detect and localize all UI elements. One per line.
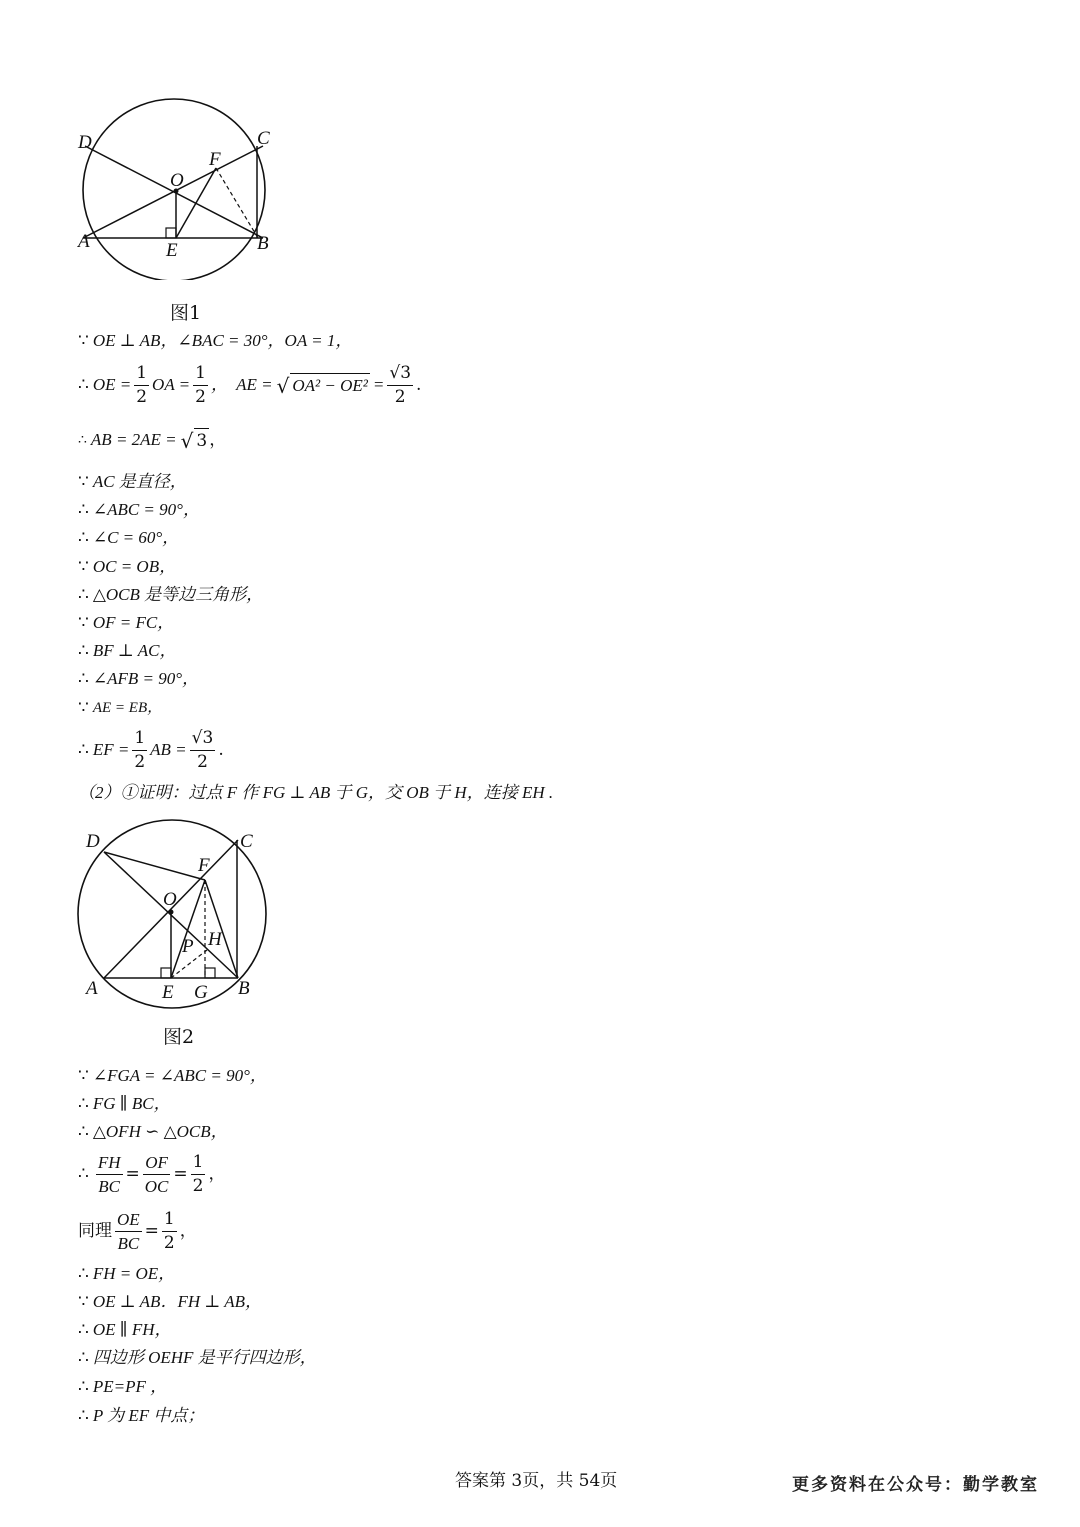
proof-line-22: ∴ OE ∥ FH， xyxy=(78,1320,172,1340)
fig2-label-h: H xyxy=(208,929,222,950)
proof-line-15: ∵ ∠FGA = ∠ABC = 90°， xyxy=(78,1066,267,1086)
proof-line-1: ∵ OE ⊥ AB，∠BAC = 30°，OA = 1， xyxy=(78,331,353,351)
proof-line-25: ∴ P 为 EF 中点； xyxy=(78,1406,205,1426)
proof-line-21: ∵ OE ⊥ AB．FH ⊥ AB， xyxy=(78,1292,263,1312)
fig1-label-d: D xyxy=(78,132,92,153)
figure-2-diagram xyxy=(70,810,290,1010)
proof-line-13: ∴ EF = $\frac{1}{2}$ AB = $\frac{√3}{2}$ . xyxy=(78,727,224,772)
proof-line-7: ∵ OC = OB， xyxy=(78,557,177,577)
fig1-label-a: A xyxy=(78,231,90,252)
proof-line-19: 同理 $\frac{OE}{BC}$ = $\frac{1}{2}$ ， xyxy=(78,1208,197,1253)
figure-2-caption: 图2 xyxy=(163,1026,195,1048)
figure-1 xyxy=(70,90,290,280)
because-symbol: ∵ xyxy=(78,331,89,351)
proof-line-20: ∴ FH = OE， xyxy=(78,1264,176,1284)
fig2-label-c: C xyxy=(240,831,253,852)
therefore-symbol: ∴ xyxy=(78,375,89,395)
figure-1-diagram xyxy=(70,90,290,280)
fig2-label-o: O xyxy=(163,889,177,910)
proof-line-14: （2）①证明：过点 F 作 FG ⊥ AB 于 G，交 OB 于 H，连接 EH . xyxy=(78,783,554,802)
fig1-label-b: B xyxy=(257,233,269,254)
watermark-text: 更多资料在公众号：勤学教室 xyxy=(792,1475,1039,1495)
fig2-label-b: B xyxy=(238,978,250,999)
proof-line-11: ∴ ∠AFB = 90°， xyxy=(78,669,199,689)
proof-line-3: ∴ AB = 2AE = √ 3 ， xyxy=(78,429,227,453)
fig1-label-o: O xyxy=(170,170,184,191)
page-footer: 答案第 3页，共 54页 xyxy=(455,1471,618,1491)
fig1-label-c: C xyxy=(257,128,270,149)
fig2-label-d: D xyxy=(86,831,100,852)
proof-line-12: ∵ AE = EB， xyxy=(78,698,163,718)
proof-line-24: ∴ PE=PF ， xyxy=(78,1377,168,1397)
proof-line-16: ∴ FG ∥ BC， xyxy=(78,1094,171,1114)
figure-1-caption: 图1 xyxy=(170,302,202,324)
proof-line-8: ∴ △OCB 是等边三角形， xyxy=(78,585,264,605)
proof-line-18: ∴ $\frac{FH}{BC}$ = $\frac{OF}{OC}$ = $\frac{1}{2}$ ， xyxy=(78,1151,226,1196)
figure-2 xyxy=(70,810,290,1010)
fig2-label-a: A xyxy=(86,978,98,999)
proof-line-6: ∴ ∠C = 60°， xyxy=(78,528,180,548)
proof-line-23: ∴ 四边形 OEHF 是平行四边形， xyxy=(78,1348,317,1368)
proof-line-2: ∴ OE = $\frac{1}{2}$ OA = $\frac{1}{2}$ ， AE = √ OA² − OE² = $\frac{√3}{2}$ . xyxy=(78,362,422,407)
fig2-label-e: E xyxy=(162,982,174,1003)
fig2-label-g: G xyxy=(194,982,208,1003)
fig1-label-f: F xyxy=(209,149,221,170)
proof-line-9: ∵ OF = FC， xyxy=(78,613,175,633)
fig2-label-p: P xyxy=(182,936,194,957)
proof-line-5: ∴ ∠ABC = 90°， xyxy=(78,500,200,520)
proof-line-4: ∵ AC 是直径， xyxy=(78,472,187,492)
proof-line-17: ∴ △OFH ∽ △OCB， xyxy=(78,1122,228,1142)
proof-line-10: ∴ BF ⊥ AC， xyxy=(78,641,177,661)
fig2-label-f: F xyxy=(198,855,210,876)
fig1-label-e: E xyxy=(166,240,178,261)
